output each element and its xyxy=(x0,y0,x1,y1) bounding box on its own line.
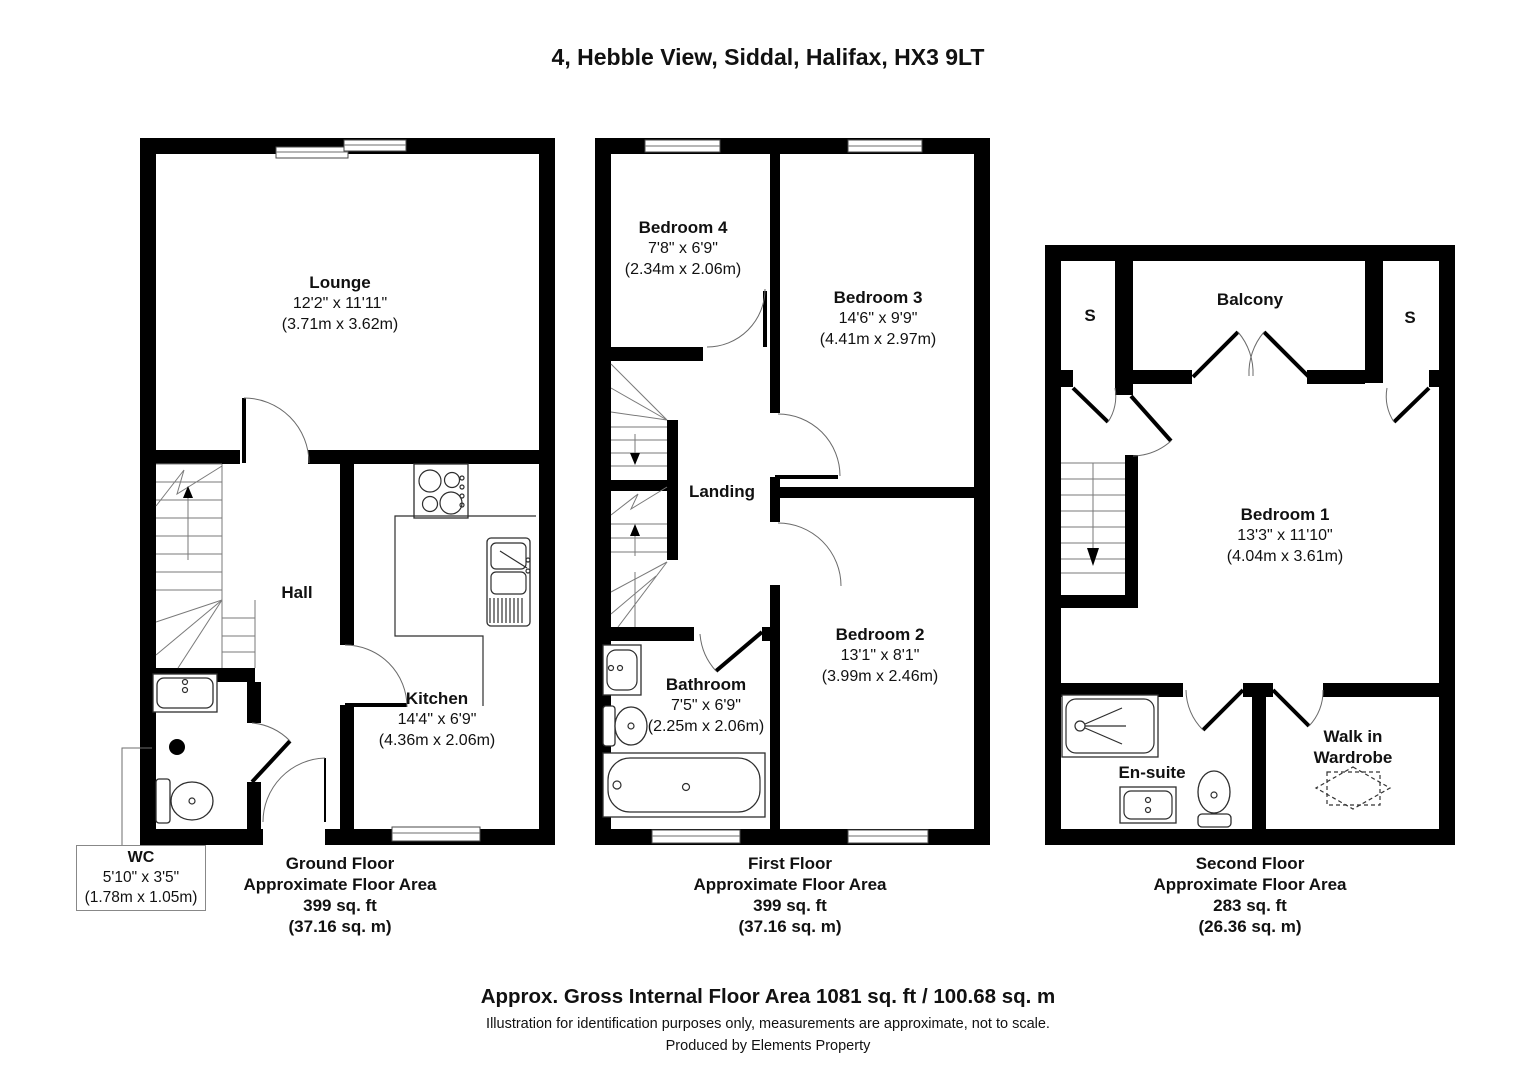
room-label-landing: Landing xyxy=(688,482,756,501)
stairs-icon xyxy=(1061,463,1125,573)
first-floor-summary: First Floor Approximate Floor Area 399 sq. ft (37.16 sq. m) xyxy=(693,854,887,936)
room-label-wardrobe: Walk in Wardrobe xyxy=(1313,727,1393,767)
wc-sink-icon xyxy=(153,674,217,712)
kitchen-sink-icon xyxy=(487,538,530,626)
stairs-icon xyxy=(611,364,667,627)
shower-icon xyxy=(1062,695,1158,757)
second-floor-summary: Second Floor Approximate Floor Area 283 sq. ft (26.36 sq. m) xyxy=(1153,854,1347,936)
room-label-balcony: Balcony xyxy=(1216,290,1284,309)
room-label-lounge: Lounge 12'2" x 11'11" (3.71m x 3.62m) xyxy=(281,273,399,333)
toilet-icon xyxy=(1198,771,1231,827)
room-label-bedroom2: Bedroom 2 13'1" x 8'1" (3.99m x 2.46m) xyxy=(821,625,939,685)
page-title: 4, Hebble View, Siddal, Halifax, HX3 9LT xyxy=(551,44,985,70)
ground-floor-summary: Ground Floor Approximate Floor Area 399 sq. ft (37.16 sq. m) xyxy=(243,854,437,936)
room-label-kitchen: Kitchen 14'4" x 6'9" (4.36m x 2.06m) xyxy=(378,689,496,749)
wardrobe-ottoman-icon xyxy=(1316,767,1390,809)
stairs-icon xyxy=(156,464,255,668)
room-label-bedroom4: Bedroom 4 7'8" x 6'9" (2.34m x 2.06m) xyxy=(624,218,742,278)
bath-icon xyxy=(603,753,765,817)
sink-icon xyxy=(1120,787,1176,823)
sink-icon xyxy=(603,645,641,695)
room-label-hall: Hall xyxy=(281,583,313,602)
room-label-bathroom: Bathroom 7'5" x 6'9" (2.25m x 2.06m) xyxy=(647,675,765,735)
room-label-store-right: S xyxy=(1404,308,1416,327)
boiler-dot-icon xyxy=(169,739,185,755)
toilet-icon xyxy=(603,706,647,746)
gross-area-line: Approx. Gross Internal Floor Area 1081 sq. ft / 100.68 sq. m xyxy=(480,985,1056,1008)
room-label-store-left: S xyxy=(1084,306,1096,325)
room-label-bedroom1: Bedroom 1 13'3" x 11'10" (4.04m x 3.61m) xyxy=(1226,505,1344,565)
wc-callout-box: WC 5'10" x 3'5" (1.78m x 1.05m) xyxy=(76,845,206,911)
produced-by-line: Produced by Elements Property xyxy=(665,1038,871,1054)
room-label-ensuite: En-suite xyxy=(1118,763,1186,782)
disclaimer-line: Illustration for identification purposes only, measurements are approximate, not to scale. xyxy=(486,1016,1050,1032)
room-label-bedroom3: Bedroom 3 14'6" x 9'9" (4.41m x 2.97m) xyxy=(819,288,937,348)
hob-icon xyxy=(414,464,468,518)
toilet-icon xyxy=(156,779,213,823)
